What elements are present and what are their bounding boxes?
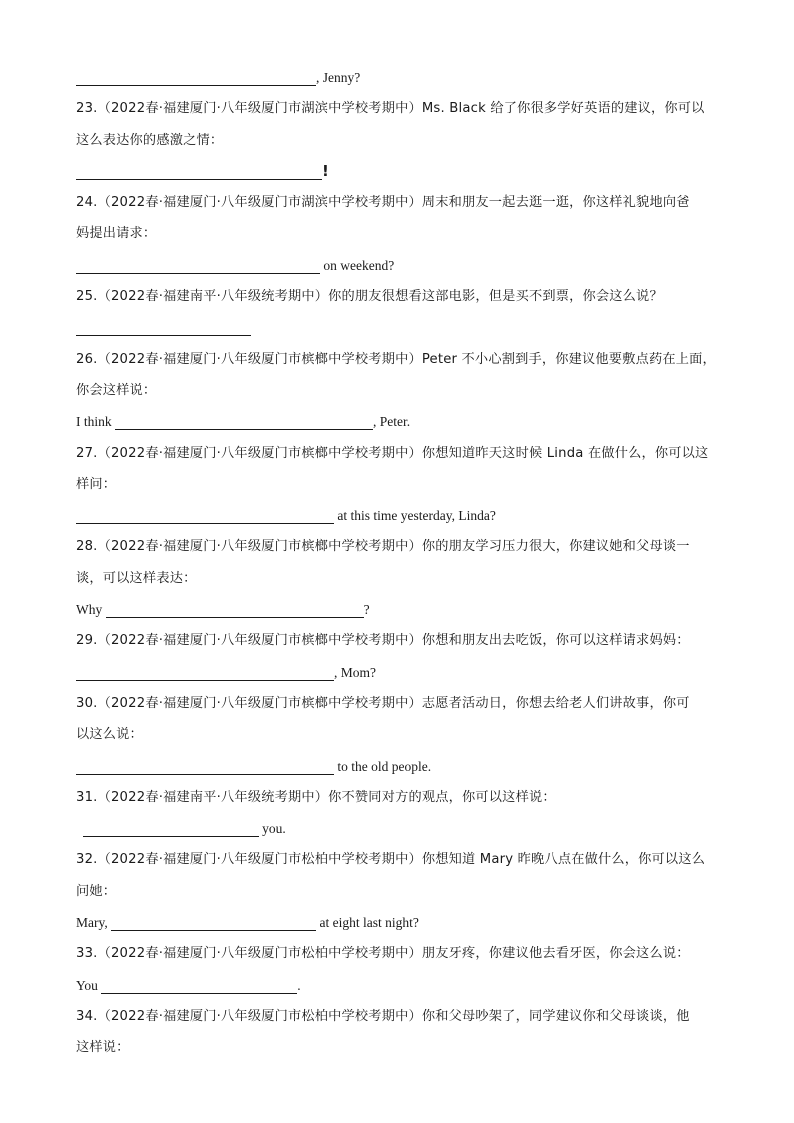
question-text-line: 24.（2022春·福建厦门·八年级厦门市湖滨中学校考期中）周末和朋友一起去逛一逛，你这样礼貌地向爸	[76, 195, 690, 211]
answer-suffix: !	[322, 161, 329, 180]
question-text-line: 问她：	[76, 883, 117, 899]
answer-blank[interactable]	[76, 159, 322, 180]
answer-suffix: .	[297, 977, 301, 993]
answer-prefix: I think	[76, 414, 115, 430]
answer-blank[interactable]	[76, 65, 316, 86]
question-text-line: 33.（2022春·福建厦门·八年级厦门市松柏中学校考期中）朋友牙疼，你建议他去看牙医，你会这么说：	[76, 946, 690, 962]
answer-blank[interactable]	[101, 973, 297, 994]
answer-suffix: , Jenny?	[316, 70, 361, 85]
question-text-line: 25.（2022春·福建南平·八年级统考期中）你的朋友很想看这部电影，但是买不到票，你会这么说？	[76, 289, 663, 305]
question-text-line: 26.（2022春·福建厦门·八年级厦门市槟榔中学校考期中）Peter 不小心割到手，你建议他要敷点药在上面，	[76, 351, 716, 367]
answer-line	[76, 751, 726, 782]
answer-line	[76, 156, 726, 187]
answer-blank[interactable]	[76, 754, 334, 775]
answer-blank[interactable]	[115, 409, 373, 430]
question-text-line: 32.（2022春·福建厦门·八年级厦门市松柏中学校考期中）你想知道 Mary 昨晚八点在做什么，你可以这么	[76, 852, 706, 868]
question-text-line: 23.（2022春·福建厦门·八年级厦门市湖滨中学校考期中）Ms. Black 给了你很多学好英语的建议，你可以	[76, 101, 705, 117]
answer-blank[interactable]	[76, 660, 334, 681]
answer-line	[76, 500, 726, 531]
answer-prefix: Why	[76, 602, 106, 618]
answer-suffix: ?	[363, 602, 370, 618]
answer-suffix: at this time yesterday, Linda?	[334, 508, 496, 524]
question-text-line: 这样说：	[76, 1040, 130, 1056]
answer-line	[76, 907, 726, 938]
answer-line	[76, 250, 726, 281]
answer-suffix: , Mom?	[334, 664, 376, 680]
answer-line	[76, 406, 726, 437]
answer-suffix: at eight last night?	[316, 915, 419, 931]
answer-blank[interactable]	[111, 910, 316, 931]
question-text-line: 样问：	[76, 476, 117, 492]
question-text-line: 34.（2022春·福建厦门·八年级厦门市松柏中学校考期中）你和父母吵架了，同学建议你和父母谈谈，他	[76, 1008, 690, 1024]
answer-line	[76, 594, 726, 625]
question-text-line: 31.（2022春·福建南平·八年级统考期中）你不赞同对方的观点，你可以这样说：	[76, 789, 556, 805]
answer-suffix: , Peter.	[373, 414, 411, 430]
answer-blank[interactable]	[76, 253, 320, 274]
answer-suffix: you.	[258, 821, 286, 837]
question-text-line: 27.（2022春·福建厦门·八年级厦门市槟榔中学校考期中）你想知道昨天这时候 Linda 在做什么，你可以这	[76, 445, 709, 461]
answer-prefix: Mary,	[76, 915, 112, 931]
answer-prefix	[76, 821, 83, 836]
question-text-line: 28.（2022春·福建厦门·八年级厦门市槟榔中学校考期中）你的朋友学习压力很大，你建议她和父母谈一	[76, 539, 690, 555]
answer-line	[76, 62, 726, 93]
answer-line	[76, 813, 726, 844]
question-text-line: 29.（2022春·福建厦门·八年级厦门市槟榔中学校考期中）你想和朋友出去吃饭，你可以这样请求妈妈：	[76, 633, 690, 649]
question-text-line: 这么表达你的感激之情：	[76, 132, 224, 148]
question-text-line: 妈提出请求：	[76, 226, 157, 242]
answer-prefix: You	[76, 977, 102, 993]
answer-line	[76, 970, 726, 1001]
answer-line	[76, 657, 726, 688]
worksheet-page	[76, 62, 726, 1064]
answer-blank[interactable]	[83, 816, 259, 837]
answer-blank[interactable]	[106, 597, 364, 618]
answer-blank[interactable]	[76, 503, 334, 524]
question-text-line: 30.（2022春·福建厦门·八年级厦门市槟榔中学校考期中）志愿者活动日，你想去给老人们讲故事，你可	[76, 695, 690, 711]
question-text-line: 以这么说：	[76, 727, 143, 743]
question-text-line: 你会这样说：	[76, 382, 157, 398]
answer-suffix: on weekend?	[320, 257, 395, 273]
answer-blank[interactable]	[76, 315, 251, 336]
answer-suffix: to the old people.	[334, 758, 432, 774]
answer-line	[76, 312, 726, 343]
question-text-line: 谈，可以这样表达：	[76, 570, 197, 586]
